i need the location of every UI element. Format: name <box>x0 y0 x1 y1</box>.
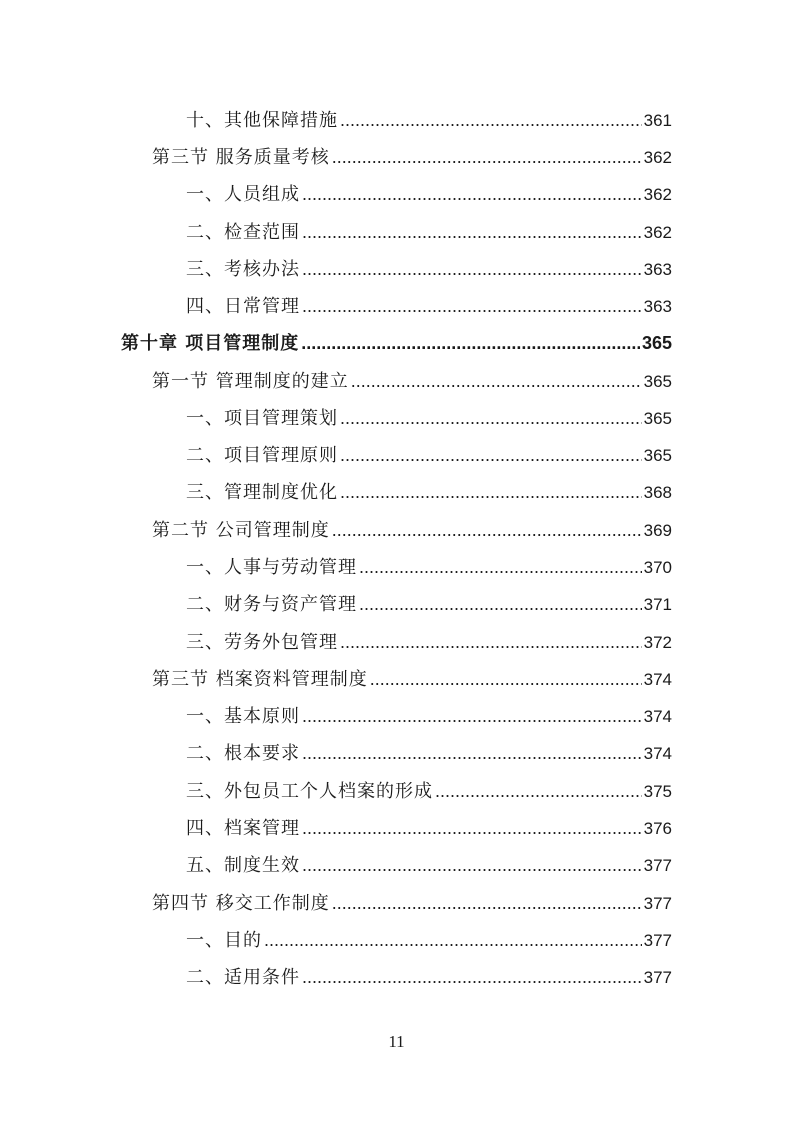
toc-entry[interactable] <box>186 813 672 843</box>
toc-entry[interactable] <box>186 291 672 321</box>
toc-entry[interactable] <box>186 440 672 470</box>
toc-entry-page: 365 <box>643 446 672 465</box>
toc-dot-leader <box>340 477 642 507</box>
toc-dot-leader <box>332 888 642 918</box>
toc-entry-title: 二、根本要求 <box>186 743 300 764</box>
toc-entry[interactable] <box>186 217 672 247</box>
toc-entry-page: 375 <box>643 782 672 801</box>
toc-entry[interactable] <box>186 477 672 507</box>
toc-entry[interactable] <box>186 403 672 433</box>
toc-entry[interactable] <box>186 738 672 768</box>
toc-entry-page: 363 <box>643 297 672 316</box>
toc-dot-leader <box>332 515 642 545</box>
toc-entry-title: 第十章 项目管理制度 <box>121 333 300 354</box>
page-number: 11 <box>388 1032 405 1051</box>
toc-dot-leader <box>435 776 642 806</box>
toc-entry-page: 374 <box>643 670 672 689</box>
toc-entry-page: 368 <box>643 483 672 502</box>
toc-entry-title: 一、基本原则 <box>186 706 300 727</box>
toc-entry[interactable] <box>186 701 672 731</box>
toc-entry-page: 362 <box>643 185 672 204</box>
toc-entry-title: 二、项目管理原则 <box>186 445 338 466</box>
toc-entry-title: 第三节 服务质量考核 <box>152 147 330 168</box>
toc-dot-leader <box>302 254 642 284</box>
toc-entry[interactable] <box>186 552 672 582</box>
toc-entry-page: 362 <box>643 223 672 242</box>
toc-entry-title: 三、劳务外包管理 <box>186 632 338 653</box>
toc-dot-leader <box>359 552 642 582</box>
toc-entry-page: 362 <box>643 148 672 167</box>
toc-entry-title: 三、考核办法 <box>186 259 300 280</box>
toc-dot-leader <box>302 850 642 880</box>
toc-entry-page: 374 <box>643 707 672 726</box>
toc-dot-leader <box>340 440 642 470</box>
toc-entry-title: 第一节 管理制度的建立 <box>152 371 349 392</box>
toc-dot-leader <box>340 105 642 135</box>
toc-entry-title: 三、外包员工个人档案的形成 <box>186 781 433 802</box>
toc-entry[interactable] <box>152 515 672 545</box>
toc-entry-title: 一、项目管理策划 <box>186 408 338 429</box>
toc-entry-page: 377 <box>643 894 672 913</box>
toc-entry-page: 361 <box>643 111 672 130</box>
toc-dot-leader <box>302 179 642 209</box>
toc-entry-title: 三、管理制度优化 <box>186 482 338 503</box>
toc-entry-title: 第四节 移交工作制度 <box>152 893 330 914</box>
toc-dot-leader <box>302 217 642 247</box>
toc-entry[interactable] <box>152 888 672 918</box>
toc-dot-leader <box>359 589 642 619</box>
toc-dot-leader <box>302 813 642 843</box>
toc-entry-title: 二、适用条件 <box>186 967 300 988</box>
toc-entry[interactable] <box>186 962 672 992</box>
toc-entry[interactable] <box>152 142 672 172</box>
toc-entry-title: 四、档案管理 <box>186 818 300 839</box>
toc-entry-title: 第二节 公司管理制度 <box>152 520 330 541</box>
toc-entry[interactable] <box>186 179 672 209</box>
toc-entry-page: 377 <box>643 856 672 875</box>
toc-dot-leader <box>264 925 642 955</box>
toc-dot-leader <box>302 738 642 768</box>
toc-entry[interactable] <box>186 589 672 619</box>
toc-entry[interactable] <box>186 925 672 955</box>
toc-entry-page: 376 <box>643 819 672 838</box>
toc-entry-page: 365 <box>641 333 672 353</box>
toc-entry-title: 二、财务与资产管理 <box>186 594 357 615</box>
toc-dot-leader <box>332 142 642 172</box>
toc-dot-leader <box>302 701 642 731</box>
toc-entry[interactable] <box>186 627 672 657</box>
toc-dot-leader <box>351 366 642 396</box>
toc-entry-page: 371 <box>643 595 672 614</box>
toc-dot-leader <box>370 664 642 694</box>
toc-entry-title: 十、其他保障措施 <box>186 110 338 131</box>
toc-entry-page: 377 <box>643 968 672 987</box>
toc-entry-title: 一、人员组成 <box>186 184 300 205</box>
toc-entry[interactable] <box>186 776 672 806</box>
toc-chapter-entry[interactable] <box>121 328 672 358</box>
toc-entry-page: 374 <box>643 744 672 763</box>
toc-entry-title: 第三节 档案资料管理制度 <box>152 669 368 690</box>
toc-dot-leader <box>340 627 642 657</box>
toc-entry[interactable] <box>186 105 672 135</box>
toc-entry[interactable] <box>152 366 672 396</box>
toc-entry-title: 一、目的 <box>186 930 262 951</box>
toc-entry[interactable] <box>186 254 672 284</box>
toc-entry-page: 369 <box>643 521 672 540</box>
toc-dot-leader <box>302 962 642 992</box>
toc-entry-title: 五、制度生效 <box>186 855 300 876</box>
toc-entry-page: 365 <box>643 372 672 391</box>
toc-entry[interactable] <box>186 850 672 880</box>
toc-entry-title: 四、日常管理 <box>186 296 300 317</box>
toc-dot-leader <box>340 403 642 433</box>
toc-entry-page: 372 <box>643 633 672 652</box>
toc-entry-title: 一、人事与劳动管理 <box>186 557 357 578</box>
toc-entry-page: 370 <box>643 558 672 577</box>
toc-entry-page: 377 <box>643 931 672 950</box>
toc-dot-leader <box>302 291 642 321</box>
toc-entry-title: 二、检查范围 <box>186 222 300 243</box>
toc-dot-leader <box>301 328 640 358</box>
toc-entry[interactable] <box>152 664 672 694</box>
toc-entry-page: 365 <box>643 409 672 428</box>
toc-entry-page: 363 <box>643 260 672 279</box>
